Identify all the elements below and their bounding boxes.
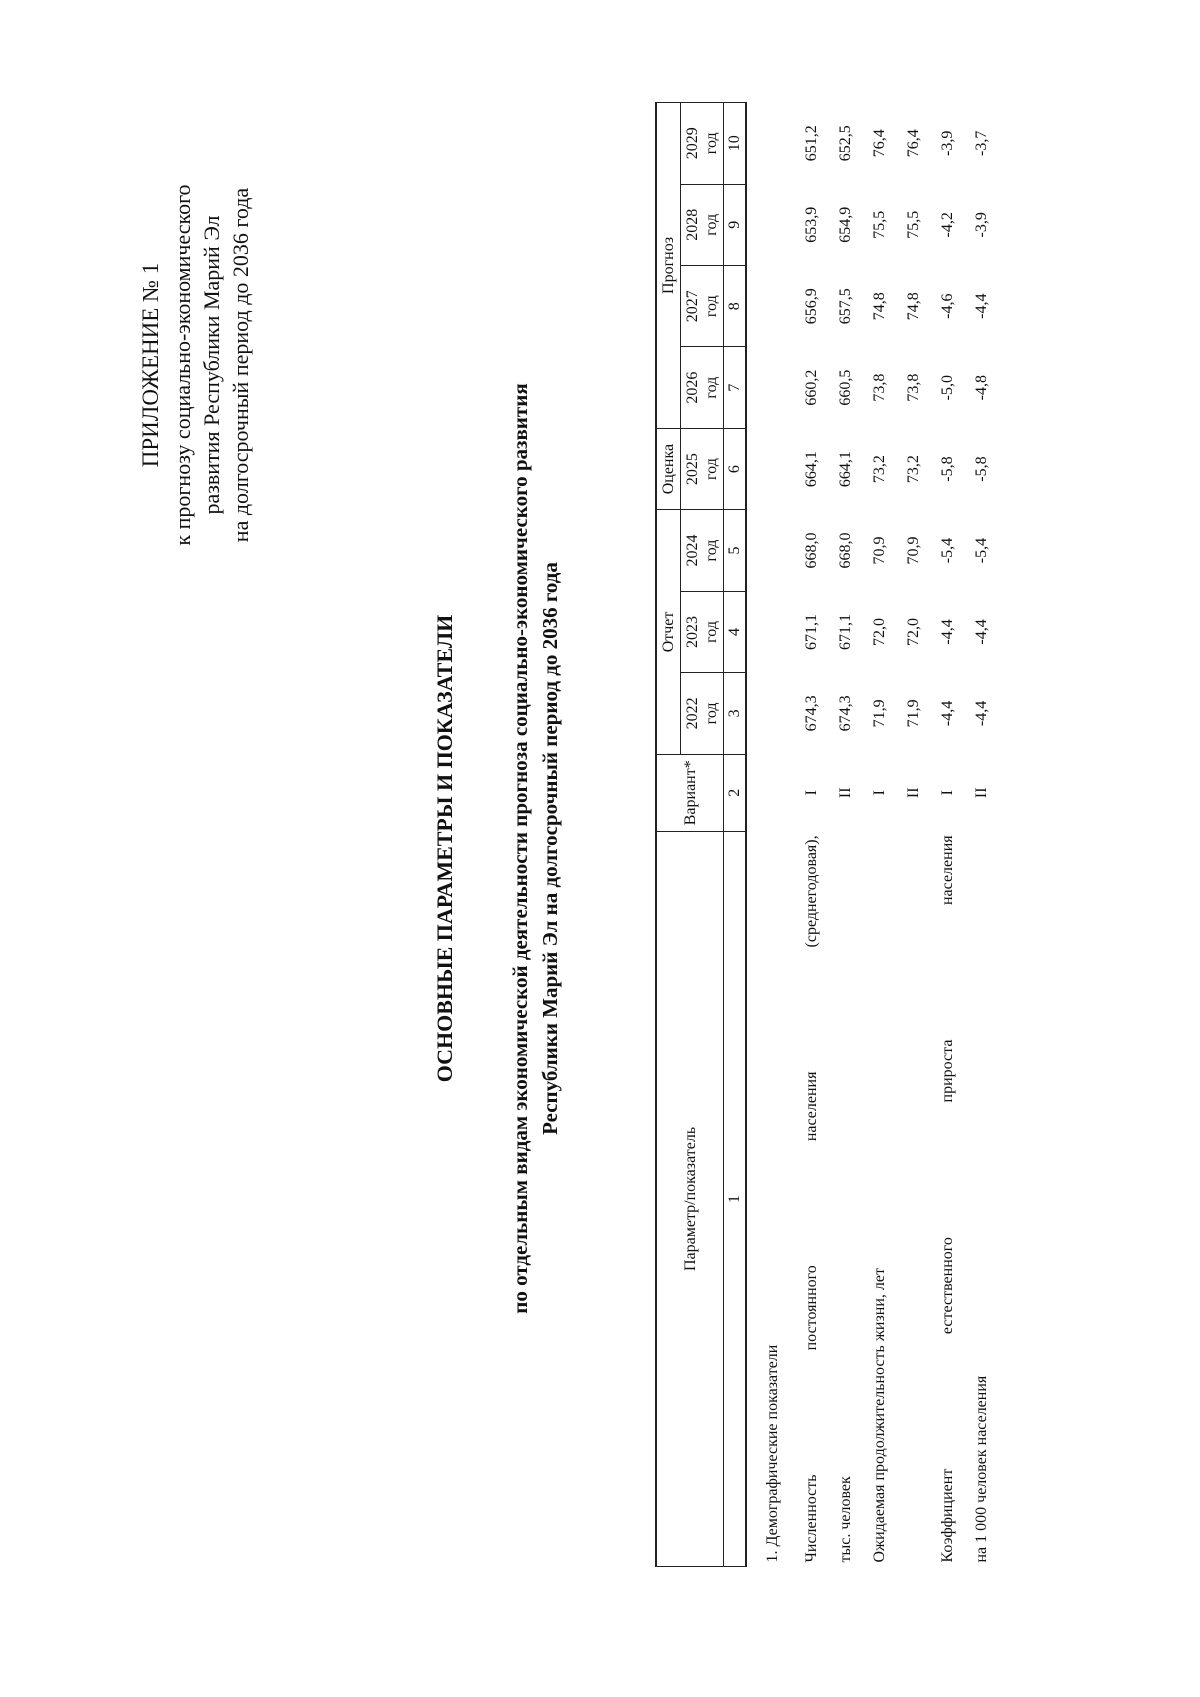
header-year-2 (681, 510, 724, 591)
value-cell: 70,9 (870, 536, 888, 565)
variant-cell: II (836, 787, 854, 799)
value-cell: 653,9 (802, 206, 820, 243)
header-year-0 (681, 673, 724, 754)
header-year-value: 2022 (684, 697, 701, 730)
header-year-unit: год (703, 213, 720, 236)
header-year-value: 2023 (684, 615, 701, 648)
value-cell: 76,4 (870, 129, 888, 158)
variant-cell: II (904, 787, 922, 799)
variant-cell: I (802, 790, 820, 796)
value-cell: 674,3 (836, 695, 854, 732)
document-subtitle (505, 180, 565, 1517)
table-row (794, 103, 828, 1567)
header-year-value: 2027 (684, 290, 701, 323)
column-number-8: 8 (724, 265, 747, 346)
parameters-table (655, 102, 998, 1567)
value-cell: -5,4 (938, 537, 956, 564)
header-group-estimate: Оценка (656, 428, 681, 509)
column-number-3: 3 (724, 673, 747, 754)
value-cell: 71,9 (904, 699, 922, 728)
value-cell: 75,5 (904, 210, 922, 239)
section-title: 1. Демографические показатели (764, 1344, 781, 1563)
value-cell: -4,8 (972, 374, 990, 401)
table-header (656, 103, 746, 1567)
header-group-report: Отчет (656, 510, 681, 754)
value-cell: 668,0 (836, 532, 854, 569)
value-cell: 657,5 (836, 288, 854, 325)
header-year-value: 2028 (684, 208, 701, 241)
variant-cell: I (870, 790, 888, 796)
header-variant: Вариант* (656, 754, 724, 831)
table-body (746, 103, 998, 1567)
value-cell: 73,2 (870, 455, 888, 484)
value-cell: 671,1 (802, 613, 820, 650)
appendix-header (136, 125, 255, 605)
header-group-forecast: Прогноз (656, 103, 681, 429)
value-cell: 651,2 (802, 125, 820, 162)
appendix-line-3: на долгосрочный период до 2036 года (228, 187, 253, 543)
value-cell: 76,4 (904, 129, 922, 158)
value-cell: 660,5 (836, 369, 854, 406)
value-cell: 73,8 (870, 373, 888, 402)
value-cell: -3,7 (972, 130, 990, 156)
column-number-6: 6 (724, 428, 747, 509)
column-number-10: 10 (724, 103, 747, 185)
value-cell: 70,9 (904, 536, 922, 565)
column-number-4: 4 (724, 591, 747, 672)
header-param: Параметр/показатель (656, 831, 724, 1566)
value-cell: -5,8 (972, 456, 990, 482)
header-year-6 (681, 184, 724, 265)
value-cell: -5,0 (938, 374, 956, 401)
column-number-2: 2 (724, 754, 747, 831)
header-year-5 (681, 265, 724, 346)
column-number-1: 1 (724, 831, 747, 1566)
column-number-9: 9 (724, 184, 747, 265)
header-year-value: 2029 (684, 127, 701, 160)
appendix-line-2: развития Республики Марий Эл (199, 215, 224, 515)
value-cell: -3,9 (972, 212, 990, 238)
indicator-name: тыс. человек (836, 1476, 854, 1563)
value-cell: 668,0 (802, 532, 820, 569)
column-number-5: 5 (724, 510, 747, 591)
value-cell: 664,1 (802, 451, 820, 488)
appendix-line-1: к прогнозу социально-экономического (170, 184, 195, 546)
indicator-name: Численность постоянного населения (среднегодовая), (802, 835, 820, 1563)
header-year-unit: год (703, 458, 720, 480)
value-cell: 656,9 (802, 288, 820, 325)
value-cell: 75,5 (870, 210, 888, 239)
value-cell: 664,1 (836, 451, 854, 488)
appendix-title: ПРИЛОЖЕНИЕ № 1 (138, 262, 163, 468)
value-cell: 74,8 (870, 292, 888, 321)
header-year-value: 2026 (684, 371, 701, 404)
header-column-numbers (724, 103, 747, 1567)
table-row (964, 103, 998, 1567)
indicator-name (896, 831, 930, 1566)
header-year-7 (681, 103, 724, 185)
value-cell: 660,2 (802, 369, 820, 406)
value-cell: -3,9 (938, 130, 956, 156)
value-cell: -4,4 (972, 619, 990, 645)
document-title: ОСНОВНЫЕ ПАРАМЕТРЫ И ПОКАЗАТЕЛИ (432, 614, 457, 1083)
value-cell: 71,9 (870, 699, 888, 728)
value-cell: 73,2 (904, 455, 922, 484)
value-cell: 72,0 (904, 617, 922, 646)
table-row (862, 103, 896, 1567)
indicator-name: Коэффициент естественного прироста населения (938, 835, 956, 1563)
value-cell: 72,0 (870, 617, 888, 646)
value-cell: -5,4 (972, 537, 990, 564)
value-cell: -4,2 (938, 212, 956, 238)
value-cell: 652,5 (836, 125, 854, 162)
header-year-unit: год (703, 295, 720, 318)
header-year-value: 2025 (684, 453, 701, 486)
table-row (828, 103, 862, 1567)
value-cell: -4,4 (972, 293, 990, 319)
value-cell: 73,8 (904, 373, 922, 402)
subtitle-line-1: по отдельным видам экономической деятельности прогноза социально-экономического развития (508, 383, 532, 1314)
header-year-unit: год (703, 621, 720, 643)
header-year-unit: год (703, 132, 720, 155)
table-row (896, 103, 930, 1567)
value-cell: 674,3 (802, 695, 820, 732)
header-year-1 (681, 591, 724, 672)
value-cell: 654,9 (836, 206, 854, 243)
value-cell: -4,6 (938, 293, 956, 319)
indicator-name: Ожидаемая продолжительность жизни, лет (870, 1268, 888, 1563)
header-year-unit: год (703, 376, 720, 399)
subtitle-line-2: Республики Марий Эл на долгосрочный период до 2036 года (538, 562, 562, 1135)
indicator-name: на 1 000 человек населения (972, 1375, 990, 1563)
value-cell: 671,1 (836, 613, 854, 650)
variant-cell: I (938, 790, 956, 796)
variant-cell: II (972, 787, 990, 799)
header-year-unit: год (703, 539, 720, 562)
column-number-7: 7 (724, 347, 747, 428)
value-cell: -4,4 (938, 700, 956, 727)
header-year-unit: год (703, 702, 720, 725)
value-cell: -5,8 (938, 456, 956, 482)
value-cell: -4,4 (938, 619, 956, 645)
header-year-3 (681, 428, 724, 509)
section-row (746, 103, 794, 1567)
header-year-4 (681, 347, 724, 428)
value-cell: -4,4 (972, 700, 990, 727)
value-cell: 74,8 (904, 292, 922, 321)
table-row (930, 103, 964, 1567)
header-year-value: 2024 (684, 534, 701, 567)
